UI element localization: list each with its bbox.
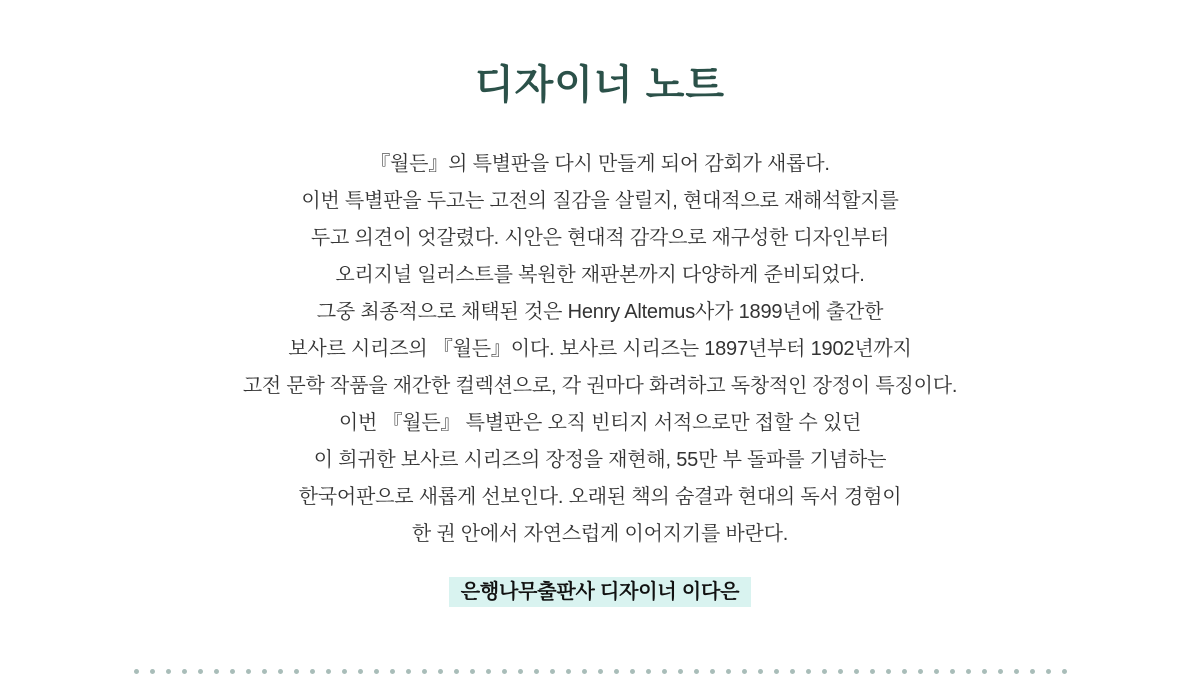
page-title: 디자이너 노트 xyxy=(475,63,725,107)
divider-dot xyxy=(294,669,299,674)
divider-dot xyxy=(726,669,731,674)
divider-dot xyxy=(166,669,171,674)
divider-dot xyxy=(694,669,699,674)
divider-dot xyxy=(486,669,491,674)
divider-dot xyxy=(662,669,667,674)
divider-dot xyxy=(1062,669,1067,674)
note-line: 한국어판으로 새롭게 선보인다. 오래된 책의 숨결과 현대의 독서 경험이 xyxy=(298,486,902,508)
divider-dot xyxy=(1030,669,1035,674)
note-line: 고전 문학 작품을 재간한 컬렉션으로, 각 권마다 화려하고 독창적인 장정이 특징이다. xyxy=(242,375,958,397)
note-line: 그중 최종적으로 채택된 것은 Henry Altemus사가 1899년에 출간한 xyxy=(316,301,884,323)
divider-dot xyxy=(854,669,859,674)
note-line: 보사르 시리즈의 『월든』이다. 보사르 시리즈는 1897년부터 1902년까지 xyxy=(288,338,912,360)
divider-dot xyxy=(246,669,251,674)
divider-dot xyxy=(950,669,955,674)
divider-dot xyxy=(198,669,203,674)
divider-dot xyxy=(182,669,187,674)
divider-dot xyxy=(278,669,283,674)
divider-dot xyxy=(390,669,395,674)
note-line: 이번 특별판을 두고는 고전의 질감을 살릴지, 현대적으로 재해석할지를 xyxy=(301,190,899,212)
divider-dot xyxy=(422,669,427,674)
divider-dot xyxy=(214,669,219,674)
divider-dot xyxy=(1014,669,1019,674)
note-line: 이 희귀한 보사르 시리즈의 장정을 재현해, 55만 부 돌파를 기념하는 xyxy=(313,449,887,471)
note-body xyxy=(0,146,1200,553)
divider-dot xyxy=(838,669,843,674)
divider-dot xyxy=(982,669,987,674)
divider-dot xyxy=(438,669,443,674)
divider-dot xyxy=(406,669,411,674)
divider-dot xyxy=(358,669,363,674)
note-line: 두고 의견이 엇갈렸다. 시안은 현대적 감각으로 재구성한 디자인부터 xyxy=(310,227,890,249)
note-line: 한 권 안에서 자연스럽게 이어지기를 바란다. xyxy=(411,523,789,545)
note-line: 오리지널 일러스트를 복원한 재판본까지 다양하게 준비되었다. xyxy=(335,264,865,286)
divider-dot xyxy=(870,669,875,674)
divider-dot xyxy=(902,669,907,674)
divider-dot xyxy=(342,669,347,674)
divider-dot xyxy=(614,669,619,674)
divider-dot xyxy=(966,669,971,674)
divider-dot xyxy=(886,669,891,674)
divider-dot xyxy=(998,669,1003,674)
divider-dot xyxy=(774,669,779,674)
dotted-divider xyxy=(0,669,1200,674)
divider-dot xyxy=(1046,669,1051,674)
divider-dot xyxy=(806,669,811,674)
divider-dot xyxy=(822,669,827,674)
divider-dot xyxy=(134,669,139,674)
divider-dot xyxy=(502,669,507,674)
note-line: 이번 『월든』 특별판은 오직 빈티지 서적으로만 접할 수 있던 xyxy=(338,412,862,434)
divider-dot xyxy=(470,669,475,674)
divider-dot xyxy=(742,669,747,674)
divider-dot xyxy=(518,669,523,674)
divider-dot xyxy=(534,669,539,674)
divider-dot xyxy=(790,669,795,674)
note-line: 『월든』의 특별판을 다시 만들게 되어 감회가 새롭다. xyxy=(370,153,830,175)
divider-dot xyxy=(918,669,923,674)
divider-dot xyxy=(454,669,459,674)
divider-dot xyxy=(310,669,315,674)
divider-dot xyxy=(710,669,715,674)
divider-dot xyxy=(598,669,603,674)
divider-dot xyxy=(326,669,331,674)
divider-dot xyxy=(262,669,267,674)
divider-dot xyxy=(374,669,379,674)
divider-dot xyxy=(646,669,651,674)
divider-dot xyxy=(758,669,763,674)
divider-dot xyxy=(566,669,571,674)
divider-dot xyxy=(550,669,555,674)
divider-dot xyxy=(230,669,235,674)
signature-highlight: 은행나무출판사 디자이너 이다은 xyxy=(449,577,751,607)
divider-dot xyxy=(630,669,635,674)
divider-dot xyxy=(150,669,155,674)
divider-dot xyxy=(582,669,587,674)
divider-dot xyxy=(934,669,939,674)
divider-dot xyxy=(678,669,683,674)
signature-wrap xyxy=(0,577,1200,607)
